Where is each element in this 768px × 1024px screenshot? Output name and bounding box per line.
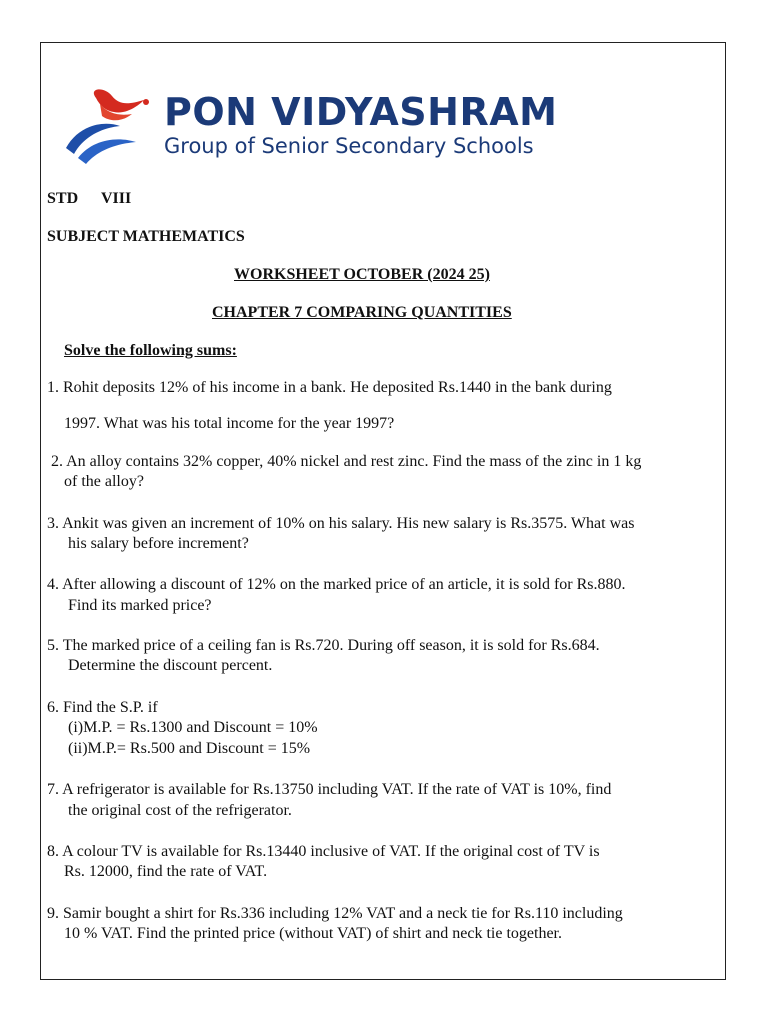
question-6-line-3: (ii)M.P.= Rs.500 and Discount = 15%	[68, 740, 311, 757]
question-2-line-2: of the alloy?	[64, 473, 144, 490]
question-3-line-2: his salary before increment?	[68, 535, 249, 552]
std-label: STD	[47, 190, 79, 207]
question-5-line-1: 5. The marked price of a ceiling fan is Rs.720. During off season, it is sold for Rs.684.	[47, 637, 600, 654]
instruction-heading: Solve the following sums:	[64, 342, 237, 359]
question-4-line-2: Find its marked price?	[68, 597, 212, 614]
question-1-line-2: 1997. What was his total income for the year 1997?	[64, 415, 395, 432]
worksheet-title: WORKSHEET OCTOBER (2024 25)	[234, 266, 490, 283]
question-4-line-1: 4. After allowing a discount of 12% on the marked price of an article, it is sold for Rs.880.	[47, 576, 626, 593]
subject-line: SUBJECT MATHEMATICS	[47, 228, 245, 245]
question-7-line-2: the original cost of the refrigerator.	[68, 802, 292, 819]
school-logo	[60, 84, 660, 174]
page-border	[40, 42, 726, 980]
question-9-line-1: 9. Samir bought a shirt for Rs.336 including 12% VAT and a neck tie for Rs.110 including	[47, 905, 623, 922]
question-5-line-2: Determine the discount percent.	[68, 657, 273, 674]
question-7-line-1: 7. A refrigerator is available for Rs.13750 including VAT. If the rate of VAT is 10%, find	[47, 781, 612, 798]
question-3-line-1: 3. Ankit was given an increment of 10% on his salary. His new salary is Rs.3575. What was	[47, 515, 635, 532]
school-emblem-icon	[60, 84, 156, 170]
question-8-line-1: 8. A colour TV is available for Rs.13440 inclusive of VAT. If the original cost of TV is	[47, 843, 600, 860]
question-2-line-1: 2. An alloy contains 32% copper, 40% nickel and rest zinc. Find the mass of the zinc in 1 kg	[51, 453, 642, 470]
school-tagline: Group of Senior Secondary Schools	[164, 134, 534, 158]
question-6-line-1: 6. Find the S.P. if	[47, 699, 158, 716]
question-9-line-2: 10 % VAT. Find the printed price (without VAT) of shirt and neck tie together.	[64, 925, 562, 942]
question-1-line-1: 1. Rohit deposits 12% of his income in a bank. He deposited Rs.1440 in the bank during	[47, 379, 612, 396]
question-8-line-2: Rs. 12000, find the rate of VAT.	[64, 863, 268, 880]
std-value: VIII	[101, 190, 132, 207]
chapter-title: CHAPTER 7 COMPARING QUANTITIES	[212, 304, 512, 321]
question-6-line-2: (i)M.P. = Rs.1300 and Discount = 10%	[68, 719, 318, 736]
school-name: PON VIDYASHRAM	[164, 90, 558, 134]
